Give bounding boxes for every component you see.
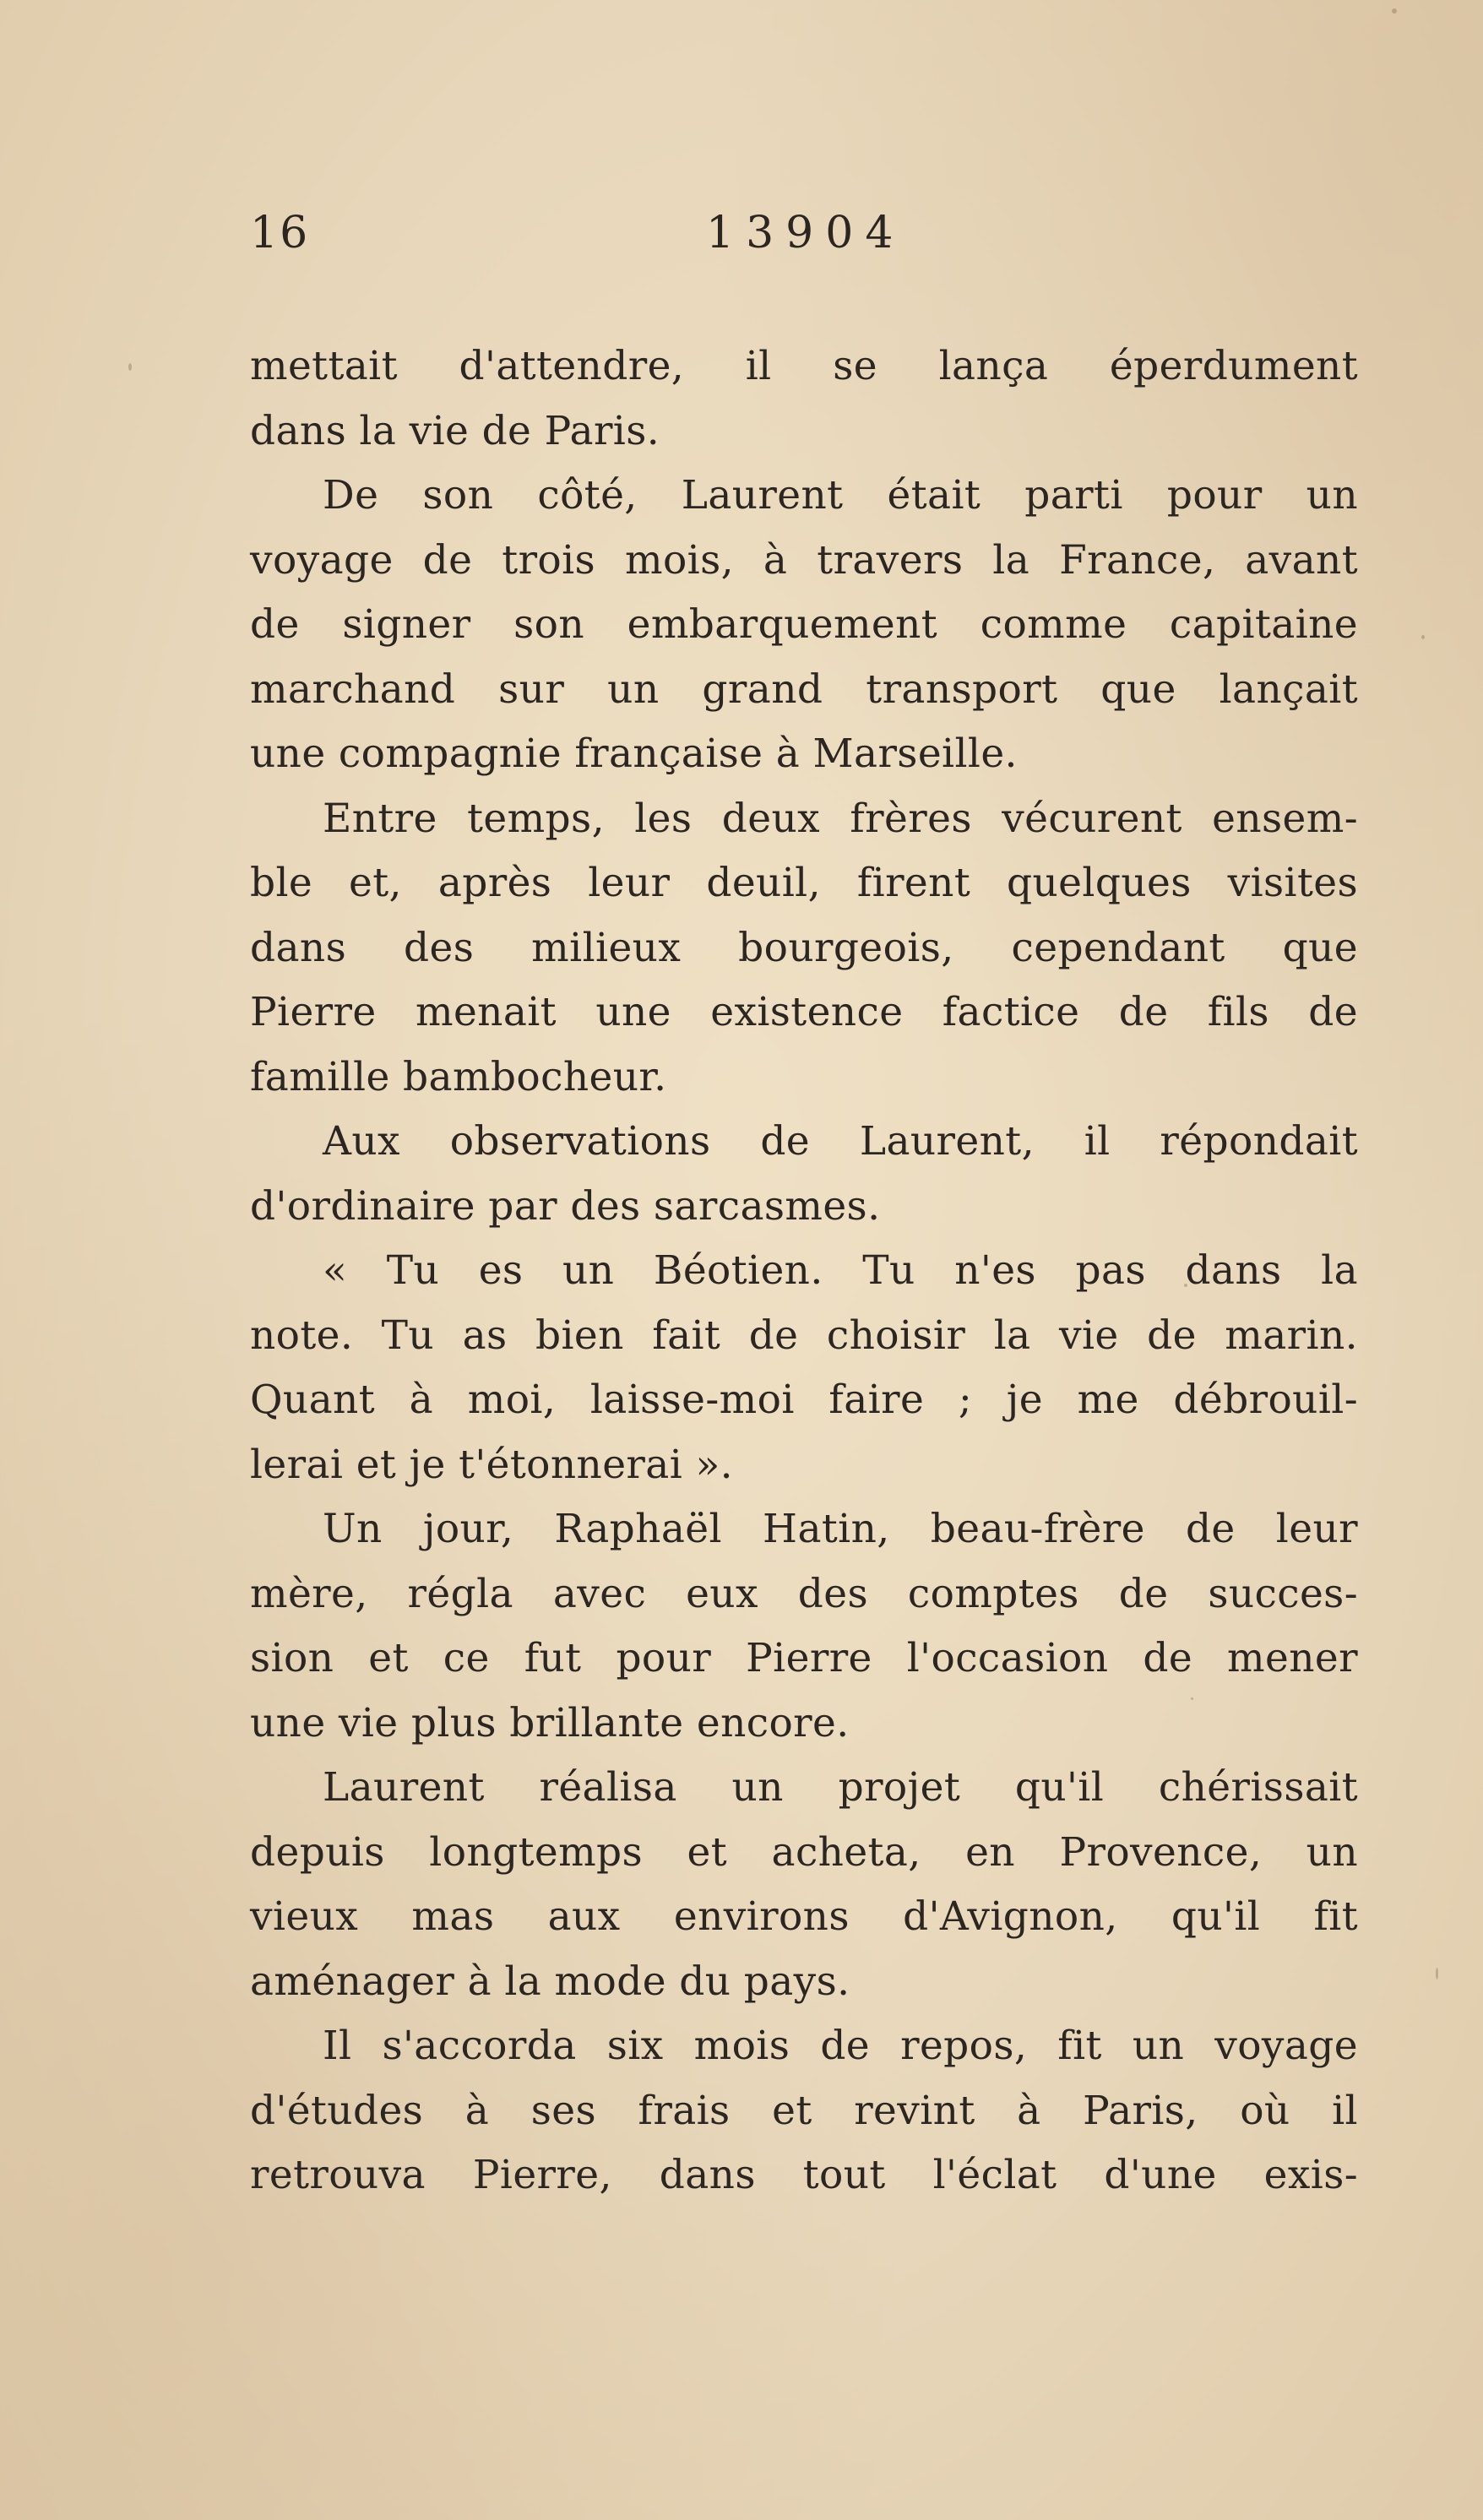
text-line: une vie plus brillante encore. [250,1699,850,1746]
text-line: une compagnie française à Marseille. [250,730,1018,777]
text-line: Aux observations de Laurent, il répondait [323,1118,1358,1165]
text-line: retrouva Pierre, dans tout l'éclat d'une exis- [250,2152,1358,2198]
text-line: dans la vie de Paris. [250,407,660,454]
paper-speck [1392,8,1397,14]
text-line: d'études à ses frais et revint à Paris, où il [250,2087,1358,2134]
paper-speck [1436,1968,1438,1980]
text-line: « Tu es un Béotien. Tu n'es pas dans la [323,1247,1358,1294]
text-line: voyage de trois mois, à travers la France, avant [250,536,1358,584]
text-line: mère, régla avec eux des comptes de succes- [250,1570,1358,1617]
paper-speck [1191,1697,1193,1700]
page-header [250,199,1348,267]
text-line: marchand sur un grand transport que lançait [250,665,1358,713]
text-line: de signer son embarquement comme capitaine [250,601,1358,648]
text-line: Il s'accorda six mois de repos, fit un voyage [323,2023,1358,2069]
text-line: depuis longtemps et acheta, en Provence, un [250,1828,1358,1876]
text-line: Laurent réalisa un projet qu'il chérissait [323,1764,1358,1811]
text-line: vieux mas aux environs d'Avignon, qu'il fit [250,1893,1358,1940]
text-line: sion et ce fut pour Pierre l'occasion de mener [250,1635,1358,1681]
text-line: dans des milieux bourgeois, cependant que [250,924,1358,971]
text-line: Un jour, Raphaël Hatin, beau-frère de leur [323,1506,1358,1552]
text-line: Entre temps, les deux frères vécurent ensem- [323,795,1358,842]
text-line: famille bambocheur. [250,1053,667,1100]
paper-speck [1184,1284,1187,1287]
paper-speck [128,363,132,371]
body-text [250,334,1358,2208]
paper-speck [1421,635,1425,639]
text-line: Quant à moi, laisse-moi faire ; je me débrouil- [250,1377,1358,1423]
text-line: mettait d'attendre, il se lança éperdument [250,343,1358,389]
text-line: lerai et je t'étonnerai ». [250,1441,733,1488]
text-line: Pierre menait une existence factice de fils de [250,989,1358,1035]
running-head: 13904 [706,208,905,258]
text-line: d'ordinaire par des sarcasmes. [250,1182,881,1230]
text-line: note. Tu as bien fait de choisir la vie de marin. [250,1312,1358,1359]
text-line: ble et, après leur deuil, firent quelques visites [250,860,1358,906]
page-number: 16 [250,208,310,258]
text-line: aménager à la mode du pays. [250,1958,850,2005]
text-line: De son côté, Laurent était parti pour un [323,472,1358,519]
